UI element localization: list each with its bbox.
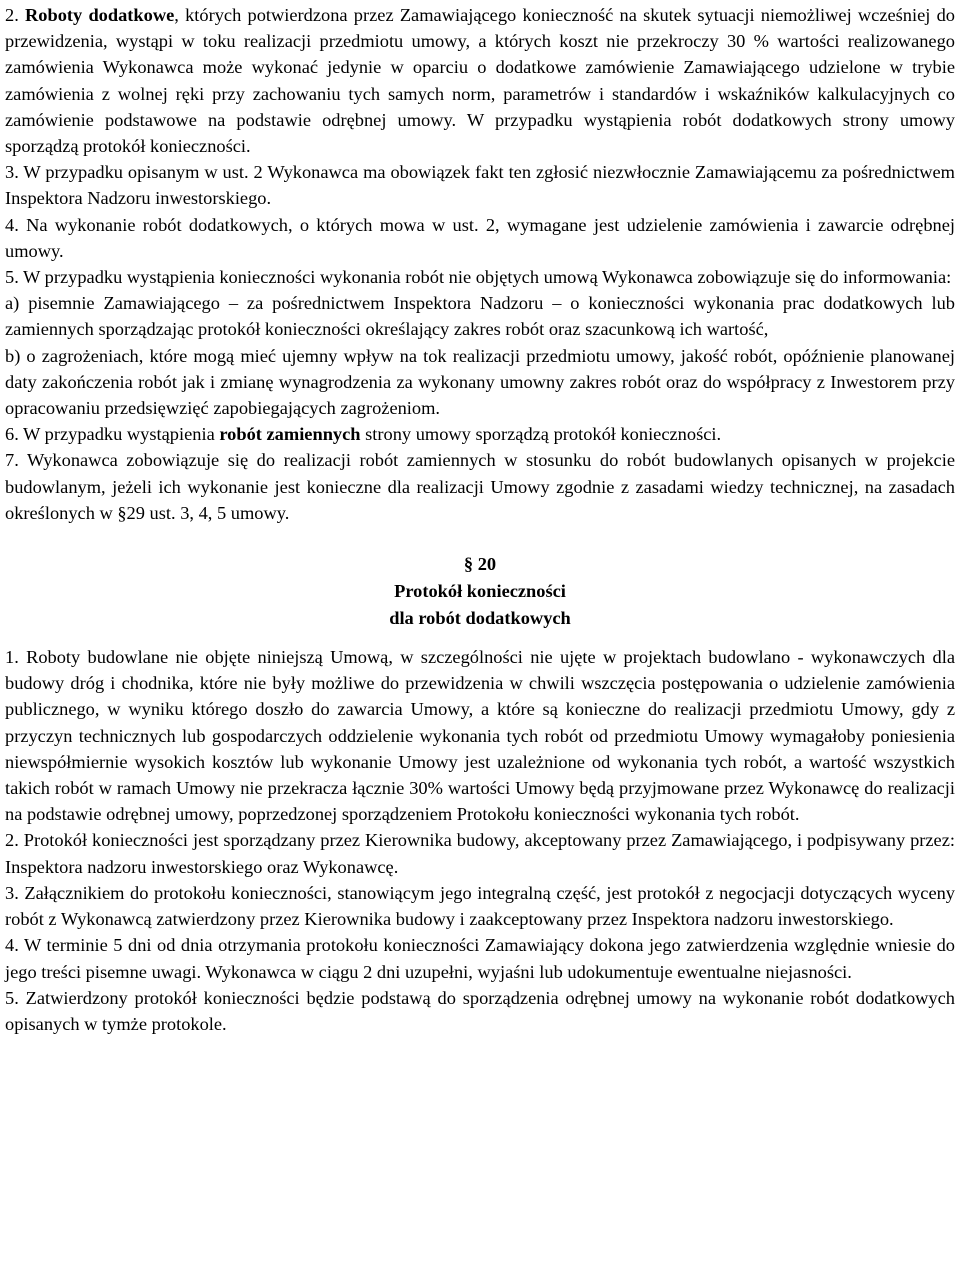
paragraph-6-post: strony umowy sporządzą protokół konieczności. — [360, 424, 722, 445]
paragraph-6-pre: 6. W przypadku wystąpienia — [5, 424, 220, 445]
bold-term-roboty-zamienne: robót zamiennych — [219, 424, 361, 445]
paragraph-text: , których potwierdzona przez Zamawiającego konieczność na skutek sytuacji niemożliwej wcześniej do przewidzenia, wystąpi w toku realizacji przedmiotu umowy, a których koszt nie przekroczy 30 % wartości realizowanego zamówienia Wykonawca może wykonać jedynie w oparciu o dodatkowe zamówienie Zamawiającego udzielone w trybie zamówienia z wolnej ręki przy zachowaniu tych samych norm, parametrów i standardów i wskaźników kalkulacyjnych co zamówienie podstawowe na podstawie odrębnej umowy. W przypadku wystąpienia robót dodatkowych strony umowy sporządzą protokół konieczności. — [5, 5, 955, 157]
paragraph-2-roboty-dodatkowe — [5, 2, 955, 159]
section-20-paragraph-3: 3. Załącznikiem do protokołu konieczności, stanowiącym jego integralną część, jest protokół z negocjacji dotyczących wyceny robót z Wykonawcą zatwierdzony przez Kierownika budowy i zaakceptowany przez Inspektora nadzoru inwestorskiego. — [5, 882, 955, 930]
paragraph-5b: b) o zagrożeniach, które mogą mieć ujemny wpływ na tok realizacji przedmiotu umowy, jakość robót, opóźnienie planowanej daty zakończenia robót jak i zmianę wynagrodzenia za wykonany umowny zakres robót oraz do współpracy z Inwestorem przy opracowaniu przedsięwzięć zapobiegających zagrożeniom. — [5, 345, 955, 419]
section-title-line-2: dla robót dodatkowych — [389, 608, 571, 629]
paragraph-6 — [5, 421, 955, 447]
section-number: § 20 — [463, 554, 497, 575]
section-20-paragraph-1: 1. Roboty budowlane nie objęte niniejszą Umową, w szczególności nie ujęte w projektach budowlano - wykonawczych dla budowy dróg i chodnika, które nie były możliwe do przewidzenia w chwili wszczęcia postępowania o udzielenie zamówienia publicznego, w wyniku którego doszło do zawarcia Umowy, a które są konieczne do realizacji przedmiotu Umowy, gdy z przyczyn technicznych lub gospodarczych oddzielenie wykonania tych robót od przedmiotu Umowy wymagałoby poniesienia niewspółmiernie wysokich kosztów lub wykonanie Umowy jest uzależnione od wykonania tych robót, a wartość wszystkich takich robót w ramach Umowy nie przekracza łącznie 30% wartości Umowy będą przyjmowane przez Wykonawcę do realizacji na podstawie odrębnej umowy, poprzedzonej sporządzeniem Protokołu konieczności wykonania tych robót. — [5, 647, 955, 825]
paragraph-number: 2. — [5, 5, 19, 25]
section-20-paragraph-4: 4. W terminie 5 dni od dnia otrzymania protokołu konieczności Zamawiający dokona jego zatwierdzenia względnie wniesie do jego treści pisemne uwagi. Wykonawca w ciągu 2 dni uzupełni, wyjaśni lub udokumentuje ewentualne niejasności. — [5, 935, 955, 982]
section-20-paragraph-5: 5. Zatwierdzony protokół konieczności będzie podstawą do sporządzenia odrębnej umowy na wykonanie robót dodatkowych opisanych w tymże protokole. — [5, 987, 955, 1034]
section-heading — [5, 526, 955, 644]
paragraph-7: 7. Wykonawca zobowiązuje się do realizacji robót zamiennych w stosunku do robót budowlanych opisanych w projekcie budowlanym, jeżeli ich wykonanie jest konieczne dla realizacji Umowy zgodnie z zasadami wiedzy technicznej, na zasadach określonych w §29 ust. 3, 4, 5 umowy. — [5, 450, 955, 523]
paragraph-5: 5. W przypadku wystąpienia konieczności wykonania robót nie objętych umową Wykonawca zobowiązuje się do informowania: — [5, 267, 952, 288]
bold-term-roboty-dodatkowe: Roboty dodatkowe — [25, 5, 175, 25]
section-20-paragraph-2: 2. Protokół konieczności jest sporządzany przez Kierownika budowy, akceptowany przez Zamawiającego, i podpisywany przez: Inspektora nadzoru inwestorskiego oraz Wykonawcę. — [5, 830, 955, 877]
paragraph-3: 3. W przypadku opisanym w ust. 2 Wykonawca ma obowiązek fakt ten zgłosić niezwłocznie Zamawiającemu za pośrednictwem Inspektora Nadzoru inwestorskiego. — [5, 162, 955, 209]
section-title-line-1: Protokół konieczności — [394, 581, 566, 602]
paragraph-5a: a) pisemnie Zamawiającego – za pośrednictwem Inspektora Nadzoru – o konieczności wykonania prac dodatkowych lub zamiennych sporządzając protokół konieczności określający zakres robót oraz szacunkową ich wartość, — [5, 293, 955, 340]
paragraph-4: 4. Na wykonanie robót dodatkowych, o których mowa w ust. 2, wymagane jest udzielenie zamówienia i zawarcie odrębnej umowy. — [5, 214, 955, 261]
